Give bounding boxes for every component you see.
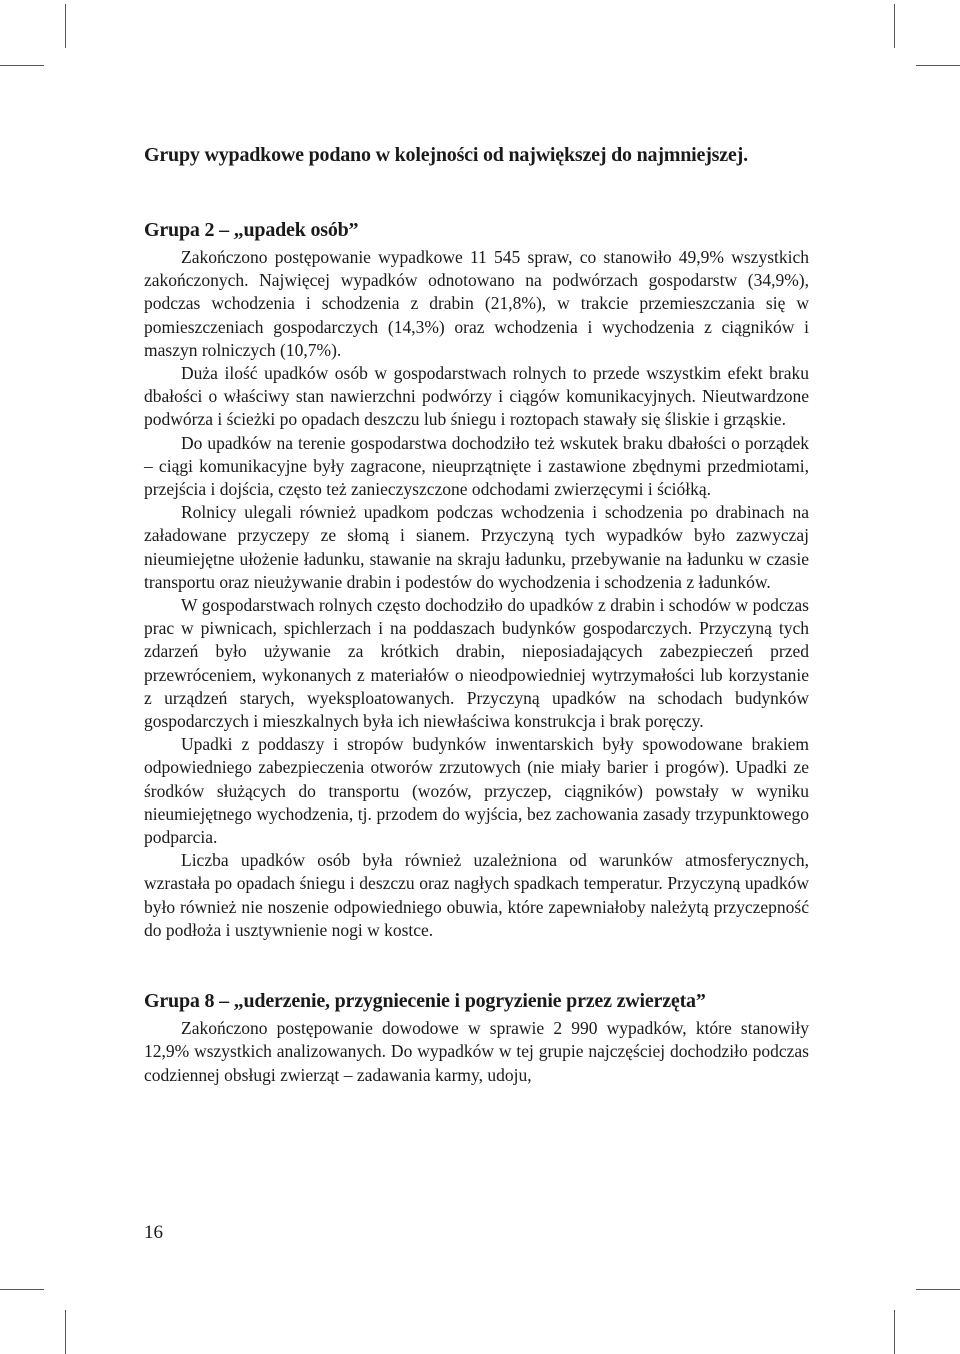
crop-mark-bottom-right-vertical <box>894 1310 895 1354</box>
crop-mark-bottom-right-horizontal <box>916 1289 960 1290</box>
paragraph: W gospodarstwach rolnych często dochodziło do upadków z drabin i schodów w podczas prac w piwnicach, spichlerzach i na poddaszach budynków gospodarczych. Przyczyną tych zdarzeń było używanie za krótkich drabin, nieposiadających zabezpieczeń przed przewróceniem, wykonanych z materiałów o nieodpowiedniej wytrzymałości lub korzystanie z urządzeń starych, wyeksploatowanych. Przyczyną upadków na schodach budynków gospodarczych i mieszkalnych była ich niewłaściwa konstrukcja i brak poręczy. <box>144 595 809 732</box>
crop-mark-top-right-vertical <box>894 4 895 48</box>
crop-mark-top-left-vertical <box>65 4 66 48</box>
section-heading: Grupa 2 – „upadek osób” <box>144 219 359 241</box>
crop-mark-bottom-left-vertical <box>65 1310 66 1354</box>
section-grupa-8 <box>144 988 809 1087</box>
paragraph: Do upadków na terenie gospodarstwa dochodziło też wskutek braku dbałości o porządek – ciągi komunikacyjne były zagracone, nieuprzątnięte i zastawione zbędnymi przedmiotami, przejścia i dojścia, często też zanieczyszczone odchodami zwierzęcymi i ściółką. <box>144 432 809 500</box>
crop-mark-top-left-horizontal <box>0 65 44 66</box>
paragraph: Upadki z poddaszy i stropów budynków inwentarskich były spowodowane brakiem odpowiedniego zabezpieczenia otworów zrzutowych (nie miały barier i progów). Upadki ze środków służących do transportu (wozów, przyczep, ciągników) powstały w wyniku nieumiejętnego wychodzenia, tj. przodem do wyjścia, bez zachowania zasady trzypunktowego podparcia. <box>144 734 809 848</box>
crop-mark-top-right-horizontal <box>916 65 960 66</box>
paragraph: Zakończono postępowanie dowodowe w sprawie 2 990 wypadków, które stanowiły 12,9% wszystkich analizowanych. Do wypadków w tej grupie najczęściej dochodziło podczas codziennej obsługi zwierząt – zadawania karmy, udoju, <box>144 1018 809 1085</box>
paragraph: Duża ilość upadków osób w gospodarstwach rolnych to przede wszystkim efekt braku dbałości o właściwy stan nawierzchni podwórzy i ciągów komunikacyjnych. Nieutwardzone podwórza i ścieżki po opadach deszczu lub śniegu i roztopach stawały się śliskie i grząskie. <box>144 363 809 430</box>
crop-mark-bottom-left-horizontal <box>0 1289 44 1290</box>
paragraph: Zakończono postępowanie wypadkowe 11 545 spraw, co stanowiło 49,9% wszystkich zakończonych. Najwięcej wypadków odnotowano na podwórzach gospodarstw (34,9%), podczas wchodzenia i schodzenia z drabin (21,8%), w trakcie przemieszczania się w pomieszczeniach gospodarczych (14,3%) oraz wchodzenia i wychodzenia z ciągników i maszyn rolniczych (10,7%). <box>144 247 809 360</box>
paragraph: Rolnicy ulegali również upadkom podczas wchodzenia i schodzenia po drabinach na załadowane przyczepy ze słomą i sianem. Przyczyną tych wypadków było zazwyczaj nieumiejętne ułożenie ładunku, stawanie na skraju ładunku, przebywanie na ładunku w czasie transportu oraz nieużywanie drabin i podestów do wychodzenia i schodzenia z ładunków. <box>144 502 809 592</box>
section-grupa-2 <box>144 217 809 942</box>
page-number: 16 <box>144 1222 163 1243</box>
page-content <box>144 141 809 1087</box>
intro-heading: Grupy wypadkowe podano w kolejności od największej do najmniejszej. <box>144 144 748 166</box>
section-heading: Grupa 8 – „uderzenie, przygniecenie i pogryzienie przez zwierzęta” <box>144 990 706 1013</box>
paragraph: Liczba upadków osób była również uzależniona od warunków atmosferycznych, wzrastała po opadach śniegu i deszczu oraz nagłych spadkach temperatur. Przyczyną upadków było również nie noszenie odpowiedniego obuwia, które zapewniałoby należytą przyczepność do podłoża i usztywnienie nogi w kostce. <box>144 850 809 940</box>
